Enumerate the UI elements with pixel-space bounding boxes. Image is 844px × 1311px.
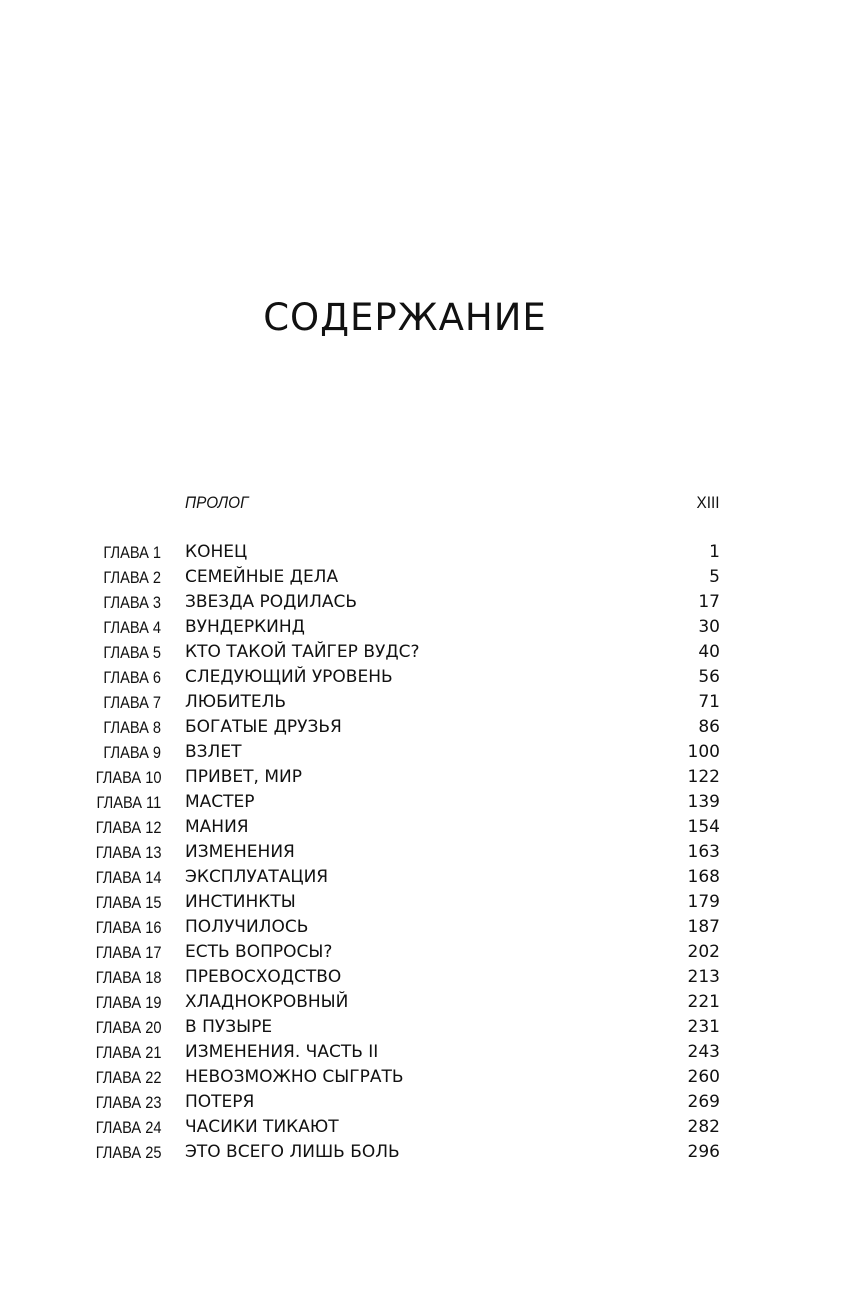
chapter-label: ГЛАВА 15 [95, 893, 161, 912]
chapter-label: ГЛАВА 7 [103, 693, 161, 712]
page-number: 56 [698, 667, 720, 687]
page-number: 17 [698, 592, 720, 612]
chapter-title: ИЗМЕНЕНИЯ [185, 842, 295, 862]
toc-entry[interactable] [0, 1140, 844, 1165]
toc-entry[interactable] [0, 990, 844, 1015]
page-number: 213 [687, 967, 720, 987]
toc-entry[interactable] [0, 940, 844, 965]
chapter-title: ЛЮБИТЕЛЬ [185, 692, 287, 712]
page-number: 296 [687, 1142, 720, 1162]
chapter-label: ГЛАВА 24 [95, 1118, 161, 1137]
page-number: 1 [709, 542, 720, 562]
toc-entry[interactable] [0, 690, 844, 715]
toc-entry[interactable] [0, 615, 844, 640]
chapter-label: ГЛАВА 21 [95, 1043, 161, 1062]
chapter-label: ГЛАВА 25 [95, 1143, 161, 1162]
chapter-label: ГЛАВА 14 [95, 868, 161, 887]
page-number: 168 [687, 867, 720, 887]
chapter-title: ПОЛУЧИЛОСЬ [185, 917, 309, 937]
chapter-title: ПРЕВОСХОДСТВО [185, 967, 342, 987]
page-number: 179 [687, 892, 720, 912]
chapter-title: БОГАТЫЕ ДРУЗЬЯ [185, 717, 342, 737]
page-number: 30 [698, 617, 720, 637]
chapter-title: ПРИВЕТ, МИР [185, 767, 302, 787]
page-number: 282 [687, 1117, 720, 1137]
page-number: 5 [709, 567, 720, 587]
chapter-label: ГЛАВА 8 [103, 718, 161, 737]
page-number: 122 [687, 767, 720, 787]
chapter-label: ГЛАВА 2 [103, 568, 161, 587]
chapter-title: ХЛАДНОКРОВНЫЙ [185, 992, 349, 1012]
toc-entry[interactable] [0, 915, 844, 940]
chapter-label: ГЛАВА 10 [95, 768, 161, 787]
toc-entry-prologue[interactable] [0, 490, 844, 515]
chapter-label: ГЛАВА 12 [95, 818, 161, 837]
chapter-title: ЗВЕЗДА РОДИЛАСЬ [185, 592, 358, 612]
toc-entry[interactable] [0, 790, 844, 815]
chapter-title: В ПУЗЫРЕ [185, 1017, 273, 1037]
page-number: 187 [687, 917, 720, 937]
toc-entry[interactable] [0, 665, 844, 690]
chapter-label: ГЛАВА 1 [103, 543, 161, 562]
chapter-title: СЛЕДУЮЩИЙ УРОВЕНЬ [185, 667, 393, 687]
page-number: 100 [687, 742, 720, 762]
chapter-list [0, 540, 844, 1165]
page-number: 154 [687, 817, 720, 837]
page-number: 163 [687, 842, 720, 862]
toc-entry[interactable] [0, 1040, 844, 1065]
chapter-label: ГЛАВА 22 [95, 1068, 161, 1087]
toc-entry[interactable] [0, 1115, 844, 1140]
page-number: 139 [687, 792, 720, 812]
toc-entry[interactable] [0, 740, 844, 765]
chapter-title: ИНСТИНКТЫ [185, 892, 296, 912]
chapter-title: ПРОЛОГ [185, 493, 249, 512]
page-number: 40 [698, 642, 720, 662]
toc-entry[interactable] [0, 890, 844, 915]
chapter-title: НЕВОЗМОЖНО СЫГРАТЬ [185, 1067, 404, 1087]
page-number: 86 [698, 717, 720, 737]
toc-entry[interactable] [0, 965, 844, 990]
chapter-title: КТО ТАКОЙ ТАЙГЕР ВУДС? [185, 642, 420, 662]
chapter-label: ГЛАВА 11 [96, 793, 161, 812]
chapter-label: ГЛАВА 13 [95, 843, 161, 862]
chapter-label: ГЛАВА 9 [103, 743, 161, 762]
chapter-title: ЭКСПЛУАТАЦИЯ [185, 867, 329, 887]
chapter-title: ВУНДЕРКИНД [185, 617, 305, 637]
chapter-label: ГЛАВА 23 [95, 1093, 161, 1112]
toc-entry[interactable] [0, 815, 844, 840]
page-number: 231 [687, 1017, 720, 1037]
toc-entry[interactable] [0, 540, 844, 565]
chapter-label: ГЛАВА 3 [103, 593, 161, 612]
chapter-label: ГЛАВА 4 [103, 618, 161, 637]
chapter-label: ГЛАВА 5 [103, 643, 161, 662]
chapter-title: ВЗЛЕТ [185, 742, 242, 762]
chapter-label: ГЛАВА 6 [103, 668, 161, 687]
chapter-title: МАСТЕР [185, 792, 255, 812]
chapter-title: ИЗМЕНЕНИЯ. ЧАСТЬ II [185, 1042, 379, 1062]
toc-entry[interactable] [0, 840, 844, 865]
toc-entry[interactable] [0, 715, 844, 740]
chapter-label: ГЛАВА 16 [95, 918, 161, 937]
chapter-title: МАНИЯ [185, 817, 249, 837]
chapter-label: ГЛАВА 17 [95, 943, 161, 962]
chapter-title: КОНЕЦ [185, 542, 248, 562]
chapter-title: ЕСТЬ ВОПРОСЫ? [185, 942, 333, 962]
page-title: СОДЕРЖАНИЕ [263, 296, 547, 339]
chapter-label: ГЛАВА 19 [95, 993, 161, 1012]
page-number: 71 [698, 692, 720, 712]
page-number: 221 [687, 992, 720, 1012]
page-number: 243 [687, 1042, 720, 1062]
page-number: XIII [697, 493, 720, 512]
toc-entry[interactable] [0, 1090, 844, 1115]
toc-entry[interactable] [0, 865, 844, 890]
page-number: 260 [687, 1067, 720, 1087]
chapter-label: ГЛАВА 20 [95, 1018, 161, 1037]
toc-entry[interactable] [0, 590, 844, 615]
toc-entry[interactable] [0, 565, 844, 590]
chapter-title: СЕМЕЙНЫЕ ДЕЛА [185, 567, 339, 587]
chapter-title: ЭТО ВСЕГО ЛИШЬ БОЛЬ [185, 1142, 400, 1162]
chapter-label: ГЛАВА 18 [95, 968, 161, 987]
table-of-contents [0, 490, 844, 1165]
toc-entry[interactable] [0, 1015, 844, 1040]
toc-entry[interactable] [0, 1065, 844, 1090]
toc-entry[interactable] [0, 640, 844, 665]
toc-entry[interactable] [0, 765, 844, 790]
chapter-title: ПОТЕРЯ [185, 1092, 255, 1112]
chapter-title: ЧАСИКИ ТИКАЮТ [185, 1117, 339, 1137]
page-number: 202 [687, 942, 720, 962]
page-number: 269 [687, 1092, 720, 1112]
